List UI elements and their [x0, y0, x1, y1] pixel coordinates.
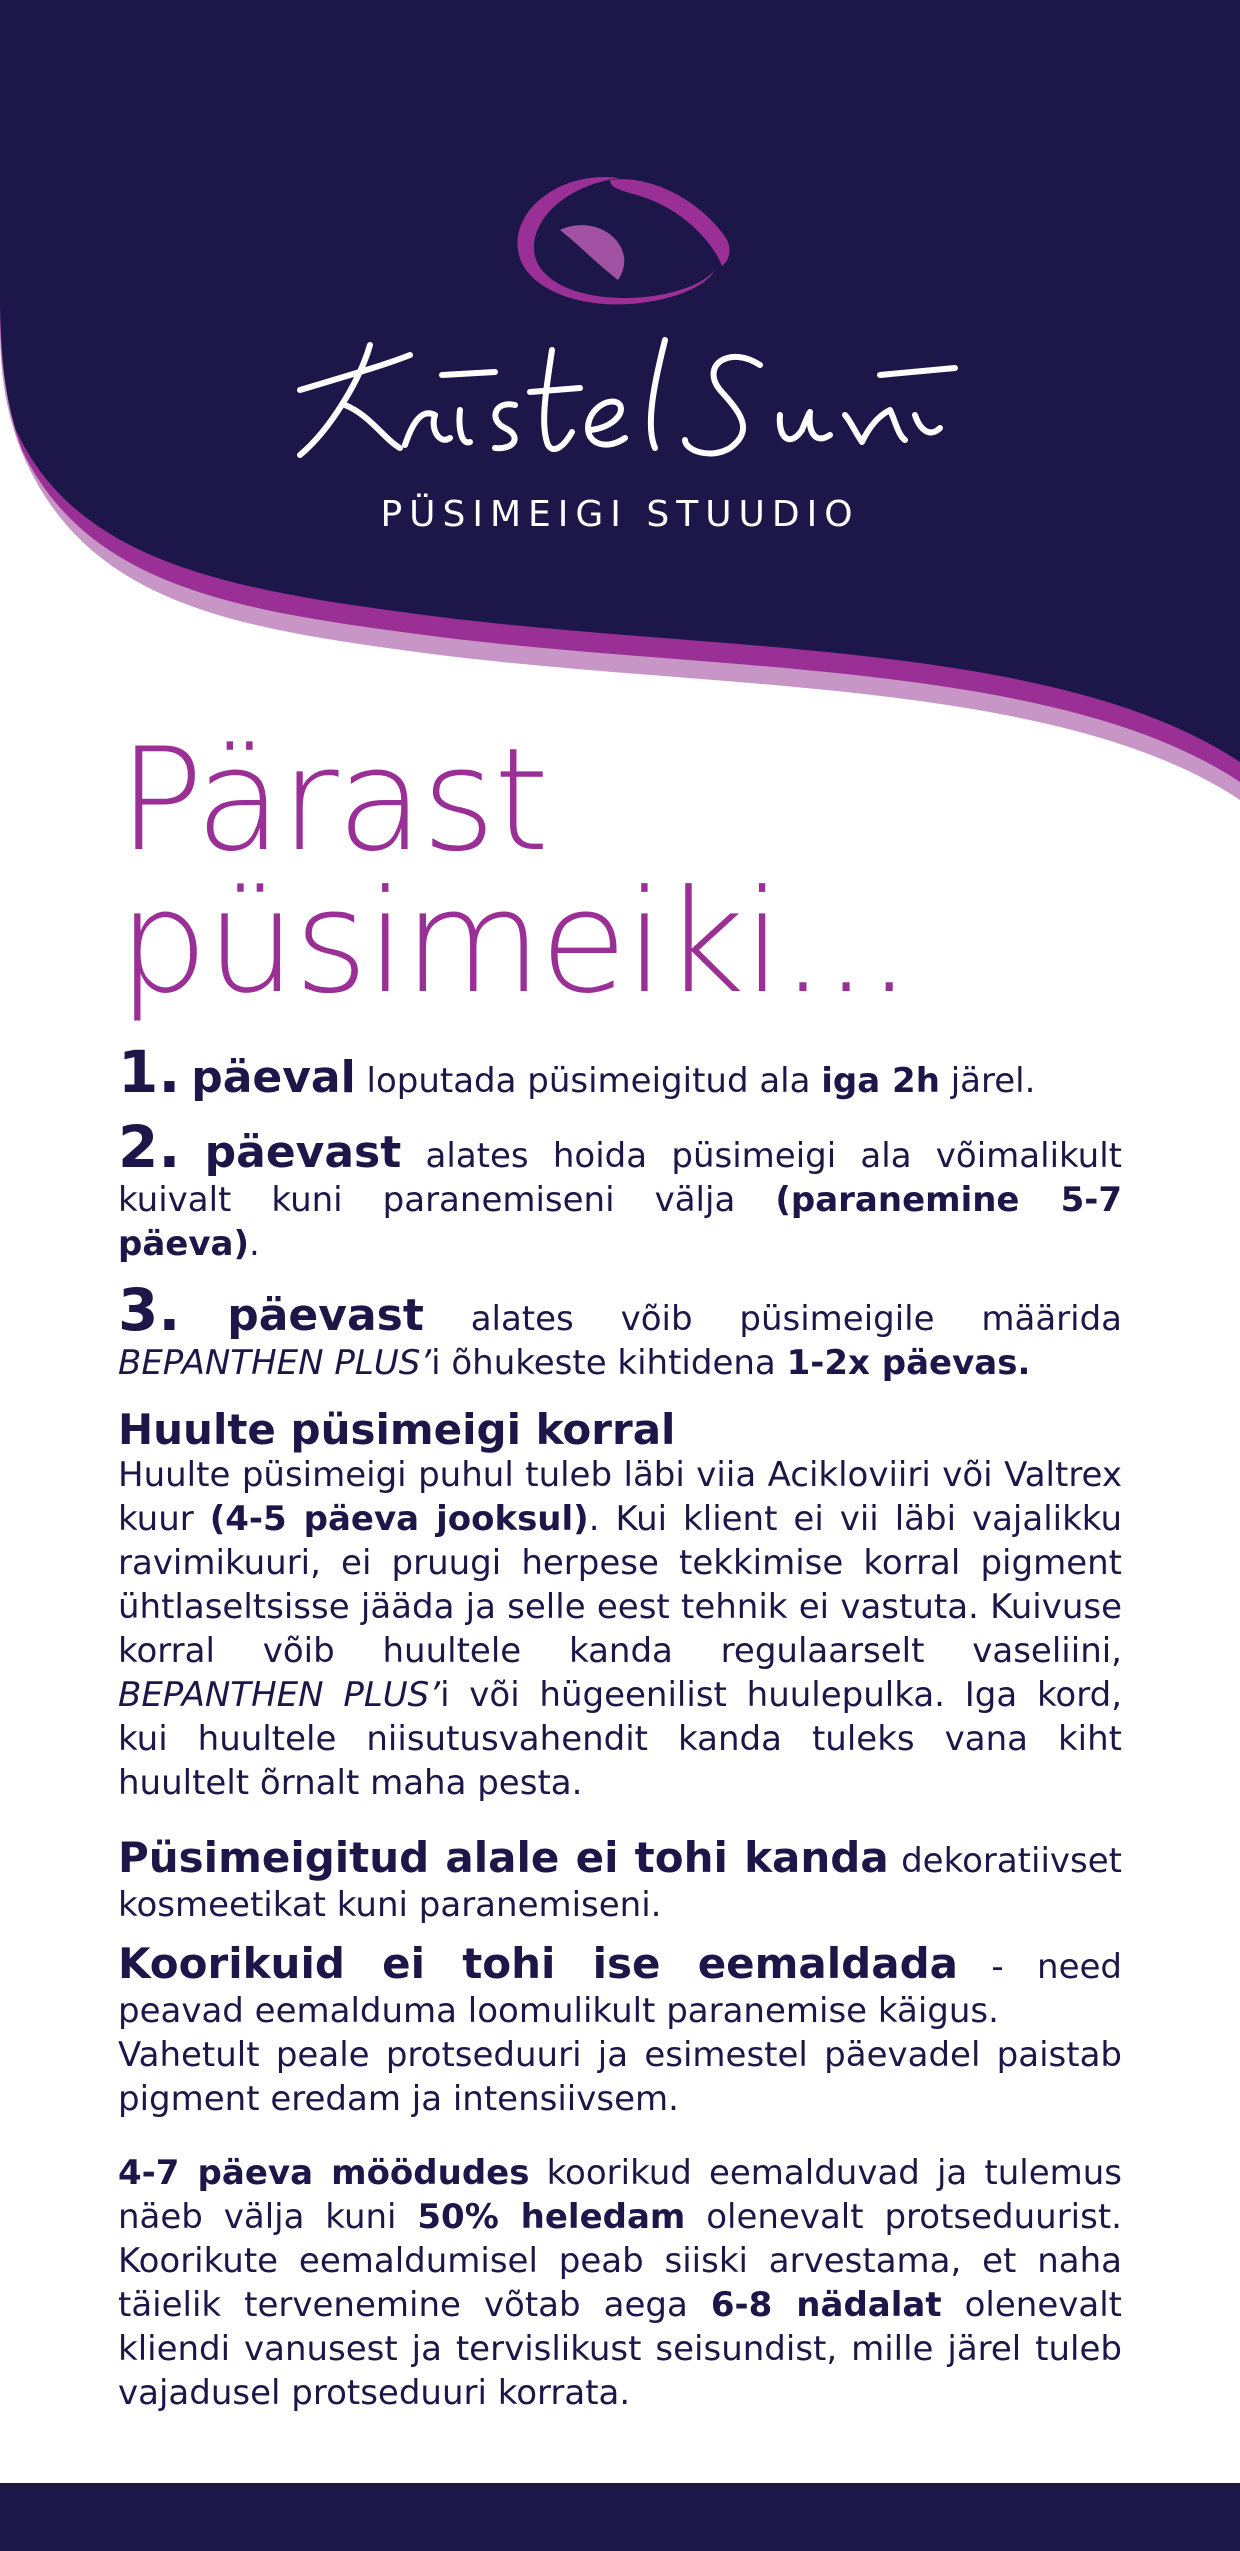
- step-1: 1. päeval loputada püsimeigitud ala iga 2h järel.: [118, 1038, 1036, 1106]
- step-2: 2. päevast alates hoida püsimeigi ala võimalikult kuivalt kuni paranemiseni välja (paranemine 5-7 päeva).: [118, 1113, 1122, 1264]
- page-title: [118, 718, 910, 1025]
- instructions: [118, 1038, 1123, 2415]
- logo-icon: [500, 160, 740, 340]
- step-lead: päevast: [227, 1290, 424, 1341]
- step-3: 3. päevast alates võib püsimeigile määrida BEPANTHEN PLUS’i õhukeste kihtidena 1-2x päevas.: [118, 1276, 1123, 1383]
- step-number: 1.: [118, 1038, 181, 1106]
- step-lead: päeval: [191, 1052, 356, 1103]
- crusts-note: Koorikuid ei tohi ise eemaldada - need peavad eemalduma loomulikult paranemise käigus.: [118, 1939, 1123, 2031]
- title-line-2: püsimeiki...: [118, 860, 910, 1025]
- lips-text: Huulte püsimeigi puhul tuleb läbi viia Acikloviiri või Valtrex kuur (4-5 päeva jooksul). Kui klient ei vii läbi vajalikku ravimikuuri, ei pruugi herpese tekkimise korral pigment ühtlaseltsisse jääda ja selle eest tehnik ei vastuta. Kuivuse korral võib huultele kanda regulaarselt vaseliini, BEPANTHEN PLUS’i või hügeenilist huulepulka. Iga kord, kui huultele niisutusvahendit kanda tuleks vana kiht huultelt õrnalt maha pesta.: [118, 1455, 1122, 1803]
- step-lead: päevast: [204, 1127, 402, 1178]
- footer-bar: [0, 2483, 1240, 2551]
- step-number: 3.: [118, 1276, 181, 1344]
- lips-heading: Huulte püsimeigi korral: [118, 1405, 676, 1454]
- results-note: 4-7 päeva möödudes koorikud eemalduvad ja tulemus näeb välja kuni 50% heledam olenevalt protseduurist. Koorikute eemaldumisel peab siiski arvestama, et naha täielik tervenemine võtab aega 6-8 nädalat olenevalt kliendi vanusest ja tervislikust seisundist, mille järel tuleb vajadusel protseduuri korrata.: [118, 2153, 1122, 2413]
- title-line-1: Pärast: [118, 718, 548, 883]
- cosmetics-note: Püsimeigitud alale ei tohi kanda dekoratiivset kosmeetikat kuni paranemiseni.: [118, 1833, 1122, 1925]
- logo-script: [290, 320, 970, 480]
- studio-tagline: PÜSIMEIGI STUUDIO: [380, 494, 860, 535]
- after-procedure-note: Vahetult peale protseduuri ja esimestel päevadel paistab pigment eredam ja intensiivsem.: [118, 2035, 1122, 2119]
- step-number: 2.: [118, 1113, 181, 1181]
